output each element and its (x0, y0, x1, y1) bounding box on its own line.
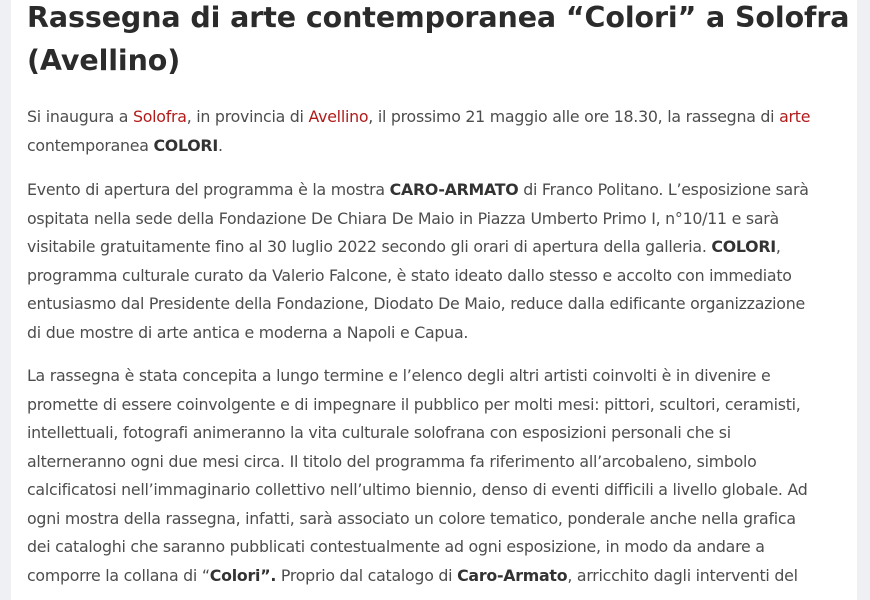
title-line: Rassegna di arte contemporanea “Colori” a Solofra (27, 1, 850, 34)
strong-text: Colori”. (209, 565, 277, 585)
text-line: programma culturale curato da Valerio Falcone, è stato ideato dallo stesso e accolto con immediato (27, 265, 792, 285)
text-line: dei cataloghi che saranno pubblicati contestualmente ad ogni esposizione, in modo da andare a (27, 537, 765, 556)
solofra-link[interactable]: Solofra (132, 107, 187, 126)
text-line: ospitata nella sede della Fondazione De Chiara De Maio in Piazza Umberto Primo I, n°10/11 e sarà (27, 208, 779, 228)
text-fragment: Proprio dal catalogo di (276, 565, 458, 585)
text-line: entusiasmo dal Presidente della Fondazione, Diodato De Maio, reduce dalla edificante organizzazione (27, 294, 805, 313)
text-line (27, 562, 839, 591)
avellino-link[interactable]: Avellino (308, 107, 369, 126)
text-fragment: Si inaugura a (27, 107, 133, 126)
text-line: promette di essere coinvolgente e di impegnare il pubblico per molti mesi: pittori, scultori, ceramisti, (27, 394, 801, 414)
title-line: (Avellino) (27, 44, 181, 77)
text-line: calcificatosi nell’immaginario collettivo nell’ultimo biennio, denso di eventi difficili a livello globale. Ad (27, 480, 808, 499)
text-line: ogni mostra della rassegna, infatti, sarà associato un colore tematico, ponderale anche nella grafica (27, 508, 796, 528)
text-line (27, 176, 839, 205)
arte-link[interactable]: arte (779, 107, 811, 126)
article-title (27, 0, 850, 82)
strong-text: COLORI (711, 237, 776, 256)
intro-paragraph (27, 103, 839, 160)
text-fragment: , (775, 237, 781, 256)
text-fragment: comporre la collana di “ (27, 565, 210, 585)
text-fragment: , in provincia di (186, 107, 309, 126)
event-paragraph (27, 176, 839, 347)
article-card (11, 0, 857, 600)
strong-text: COLORI (153, 135, 218, 155)
strong-text: Caro-Armato (457, 565, 568, 585)
strong-text: CARO-ARMATO (389, 180, 519, 199)
text-line (27, 132, 839, 161)
text-fragment: Evento di apertura del programma è la mostra (27, 180, 390, 199)
text-fragment: di Franco Politano. L’esposizione sarà (518, 180, 809, 199)
text-line (27, 233, 839, 262)
text-line: La rassegna è stata concepita a lungo termine e l’elenco degli altri artisti coinvolti è in divenire e (27, 366, 771, 385)
text-fragment: . (217, 135, 223, 155)
program-paragraph (27, 362, 839, 590)
text-fragment: , il prossimo 21 maggio alle ore 18.30, la rassegna di (368, 107, 780, 126)
text-fragment: visitabile gratuitamente fino al 30 luglio 2022 secondo gli orari di apertura della galleria. (27, 237, 712, 256)
text-line: di due mostre di arte antica e moderna a Napoli e Capua. (27, 322, 469, 342)
text-fragment: , arricchito dagli interventi del (567, 565, 798, 585)
text-line: alterneranno ogni due mesi circa. Il titolo del programma fa riferimento all’arcobaleno, simbolo (27, 451, 757, 471)
text-fragment: contemporanea (27, 135, 154, 155)
text-line: intellettuali, fotografi animeranno la vita culturale solofrana con esposizioni personali che si (27, 423, 731, 442)
text-line (27, 103, 839, 132)
